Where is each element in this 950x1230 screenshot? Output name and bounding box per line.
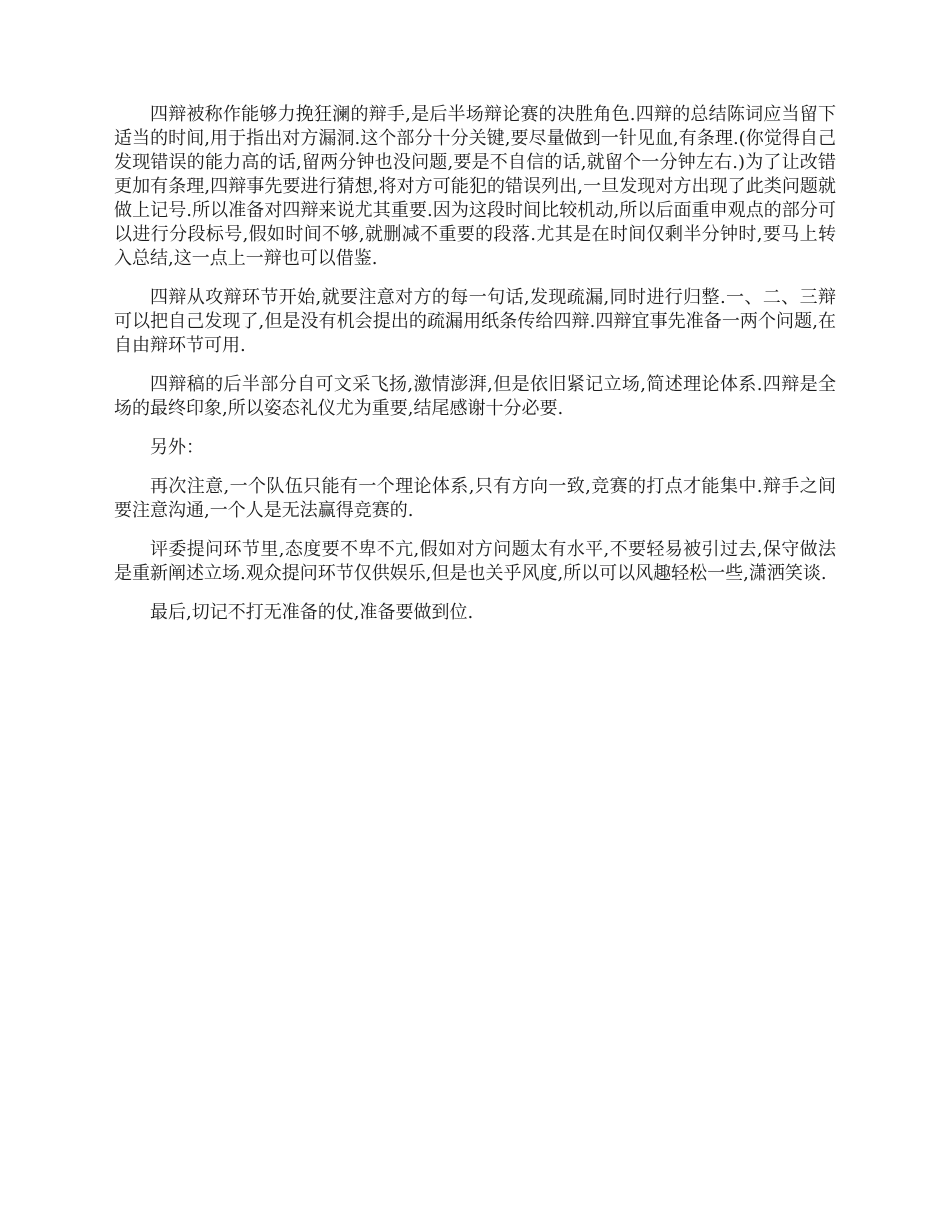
paragraph-cross-examination: 四辩从攻辩环节开始,就要注意对方的每一句话,发现疏漏,同时进行归整.一、二、三辩可以把自己发现了,但是没有机会提出的疏漏用纸条传给四辩.四辩宜事先准备一两个问题,在自由辩环节可用. bbox=[114, 287, 836, 356]
paragraph-final-note: 最后,切记不打无准备的仗,准备要做到位. bbox=[150, 602, 474, 623]
paragraph-judge-questions: 评委提问环节里,态度要不卑不亢,假如对方问题太有水平,不要轻易被引过去,保守做法是重新阐述立场.观众提问环节仅供娱乐,但是也关乎风度,所以可以风趣轻松一些,潇洒笑谈. bbox=[114, 539, 836, 584]
paragraph-fourth-debater-role: 四辩被称作能够力挽狂澜的辩手,是后半场辩论赛的决胜角色.四辩的总结陈词应当留下适当的时间,用于指出对方漏洞.这个部分十分关键,要尽量做到一针见血,有条理.(你觉得自己发现错误的能力高的话,留两分钟也没问题,要是不自信的话,就留个一分钟左右.)为了让改错更加有条理,四辩事先要进行猜想,将对方可能犯的错误列出,一旦发现对方出现了此类问题就做上记号.所以准备对四辩来说尤其重要.因为这段时间比较机动,所以后面重申观点的部分可以进行分段标号,假如时间不够,就删减不重要的段落.尤其是在时间仅剩半分钟时,要马上转入总结,这一点上一辩也可以借鉴. bbox=[114, 104, 836, 269]
document-body bbox=[114, 103, 836, 640]
paragraph-closing-speech: 四辩稿的后半部分自可文采飞扬,激情澎湃,但是依旧紧记立场,简述理论体系.四辩是全场的最终印象,所以姿态礼仪尤为重要,结尾感谢十分必要. bbox=[114, 374, 836, 419]
paragraph-additionally-heading: 另外： bbox=[150, 437, 204, 458]
paragraph-team-theory: 再次注意,一个队伍只能有一个理论体系,只有方向一致,竞赛的打点才能集中.辩手之间要注意沟通,一个人是无法赢得竞赛的. bbox=[114, 476, 836, 521]
